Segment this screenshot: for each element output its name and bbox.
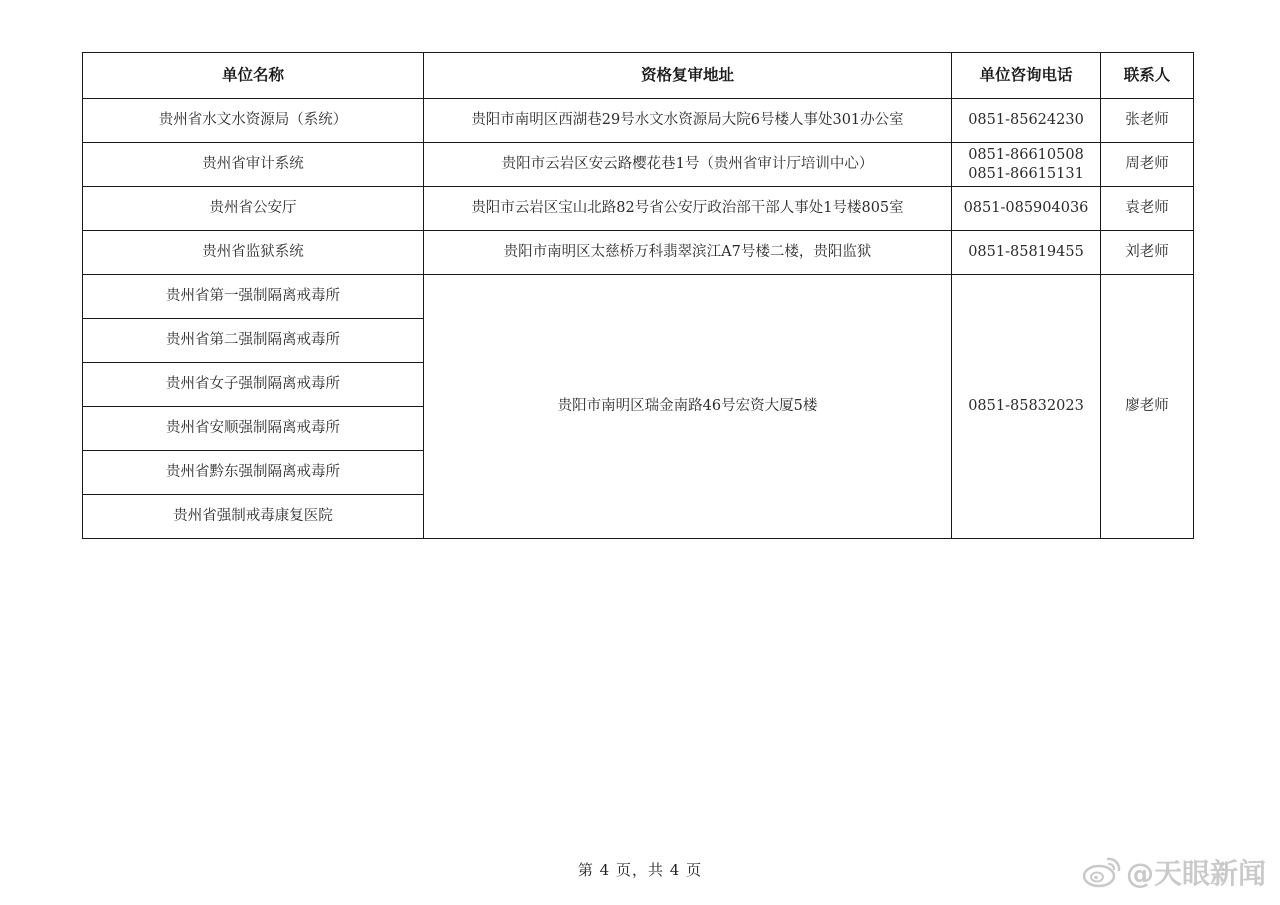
contact-cell: 袁老师 bbox=[1101, 187, 1194, 231]
unit-name-cell: 贵州省审计系统 bbox=[83, 143, 424, 187]
table-row bbox=[83, 143, 1194, 187]
unit-name-cell: 贵州省强制戒毒康复医院 bbox=[83, 495, 424, 539]
watermark-text: @天眼新闻 bbox=[1125, 857, 1266, 890]
unit-name-cell: 贵州省女子强制隔离戒毒所 bbox=[83, 363, 424, 407]
unit-name-cell: 贵州省安顺强制隔离戒毒所 bbox=[83, 407, 424, 451]
weibo-icon bbox=[1082, 855, 1122, 889]
table-row bbox=[83, 187, 1194, 231]
unit-name-cell: 贵州省第二强制隔离戒毒所 bbox=[83, 319, 424, 363]
grouped-address-cell: 贵阳市南明区瑞金南路46号宏资大厦5楼 bbox=[424, 275, 952, 539]
unit-name-cell: 贵州省黔东强制隔离戒毒所 bbox=[83, 451, 424, 495]
phone-cell bbox=[952, 231, 1101, 275]
table-row bbox=[83, 275, 1194, 319]
phone-number: 0851-85624230 bbox=[968, 112, 1084, 128]
contact-cell: 刘老师 bbox=[1101, 231, 1194, 275]
contact-cell: 张老师 bbox=[1101, 99, 1194, 143]
address-cell: 贵阳市南明区太慈桥万科翡翠滨江A7号楼二楼，贵阳监狱 bbox=[424, 231, 952, 275]
phone-number: 0851-86610508 bbox=[968, 146, 1084, 163]
phone-number: 0851-85819455 bbox=[968, 244, 1084, 260]
unit-name-cell: 贵州省水文水资源局（系统） bbox=[83, 99, 424, 143]
review-address-table bbox=[82, 52, 1194, 539]
address-cell: 贵阳市云岩区安云路樱花巷1号（贵州省审计厅培训中心） bbox=[424, 143, 952, 187]
contact-cell: 周老师 bbox=[1101, 143, 1194, 187]
phone-cell bbox=[952, 187, 1101, 231]
unit-name-cell: 贵州省第一强制隔离戒毒所 bbox=[83, 275, 424, 319]
unit-name-cell: 贵州省公安厅 bbox=[83, 187, 424, 231]
header-phone: 单位咨询电话 bbox=[952, 53, 1101, 99]
header-contact: 联系人 bbox=[1101, 53, 1194, 99]
phone-cell bbox=[952, 99, 1101, 143]
page-number: 第 4 页，共 4 页 bbox=[577, 861, 703, 879]
phone-number: 0851-86615131 bbox=[968, 165, 1084, 182]
address-cell: 贵阳市云岩区宝山北路82号省公安厅政治部干部人事处1号楼805室 bbox=[424, 187, 952, 231]
watermark bbox=[1082, 852, 1266, 892]
unit-name-cell: 贵州省监狱系统 bbox=[83, 231, 424, 275]
grouped-phone-cell: 0851-85832023 bbox=[952, 275, 1101, 539]
header-review-address: 资格复审地址 bbox=[424, 53, 952, 99]
table-header-row bbox=[83, 53, 1194, 99]
phone-cell bbox=[952, 143, 1101, 187]
address-cell: 贵阳市南明区西湖巷29号水文水资源局大院6号楼人事处301办公室 bbox=[424, 99, 952, 143]
phone-number: 0851-085904036 bbox=[963, 200, 1089, 216]
table-row bbox=[83, 231, 1194, 275]
grouped-contact-cell: 廖老师 bbox=[1101, 275, 1194, 539]
header-unit-name: 单位名称 bbox=[83, 53, 424, 99]
table-row bbox=[83, 99, 1194, 143]
